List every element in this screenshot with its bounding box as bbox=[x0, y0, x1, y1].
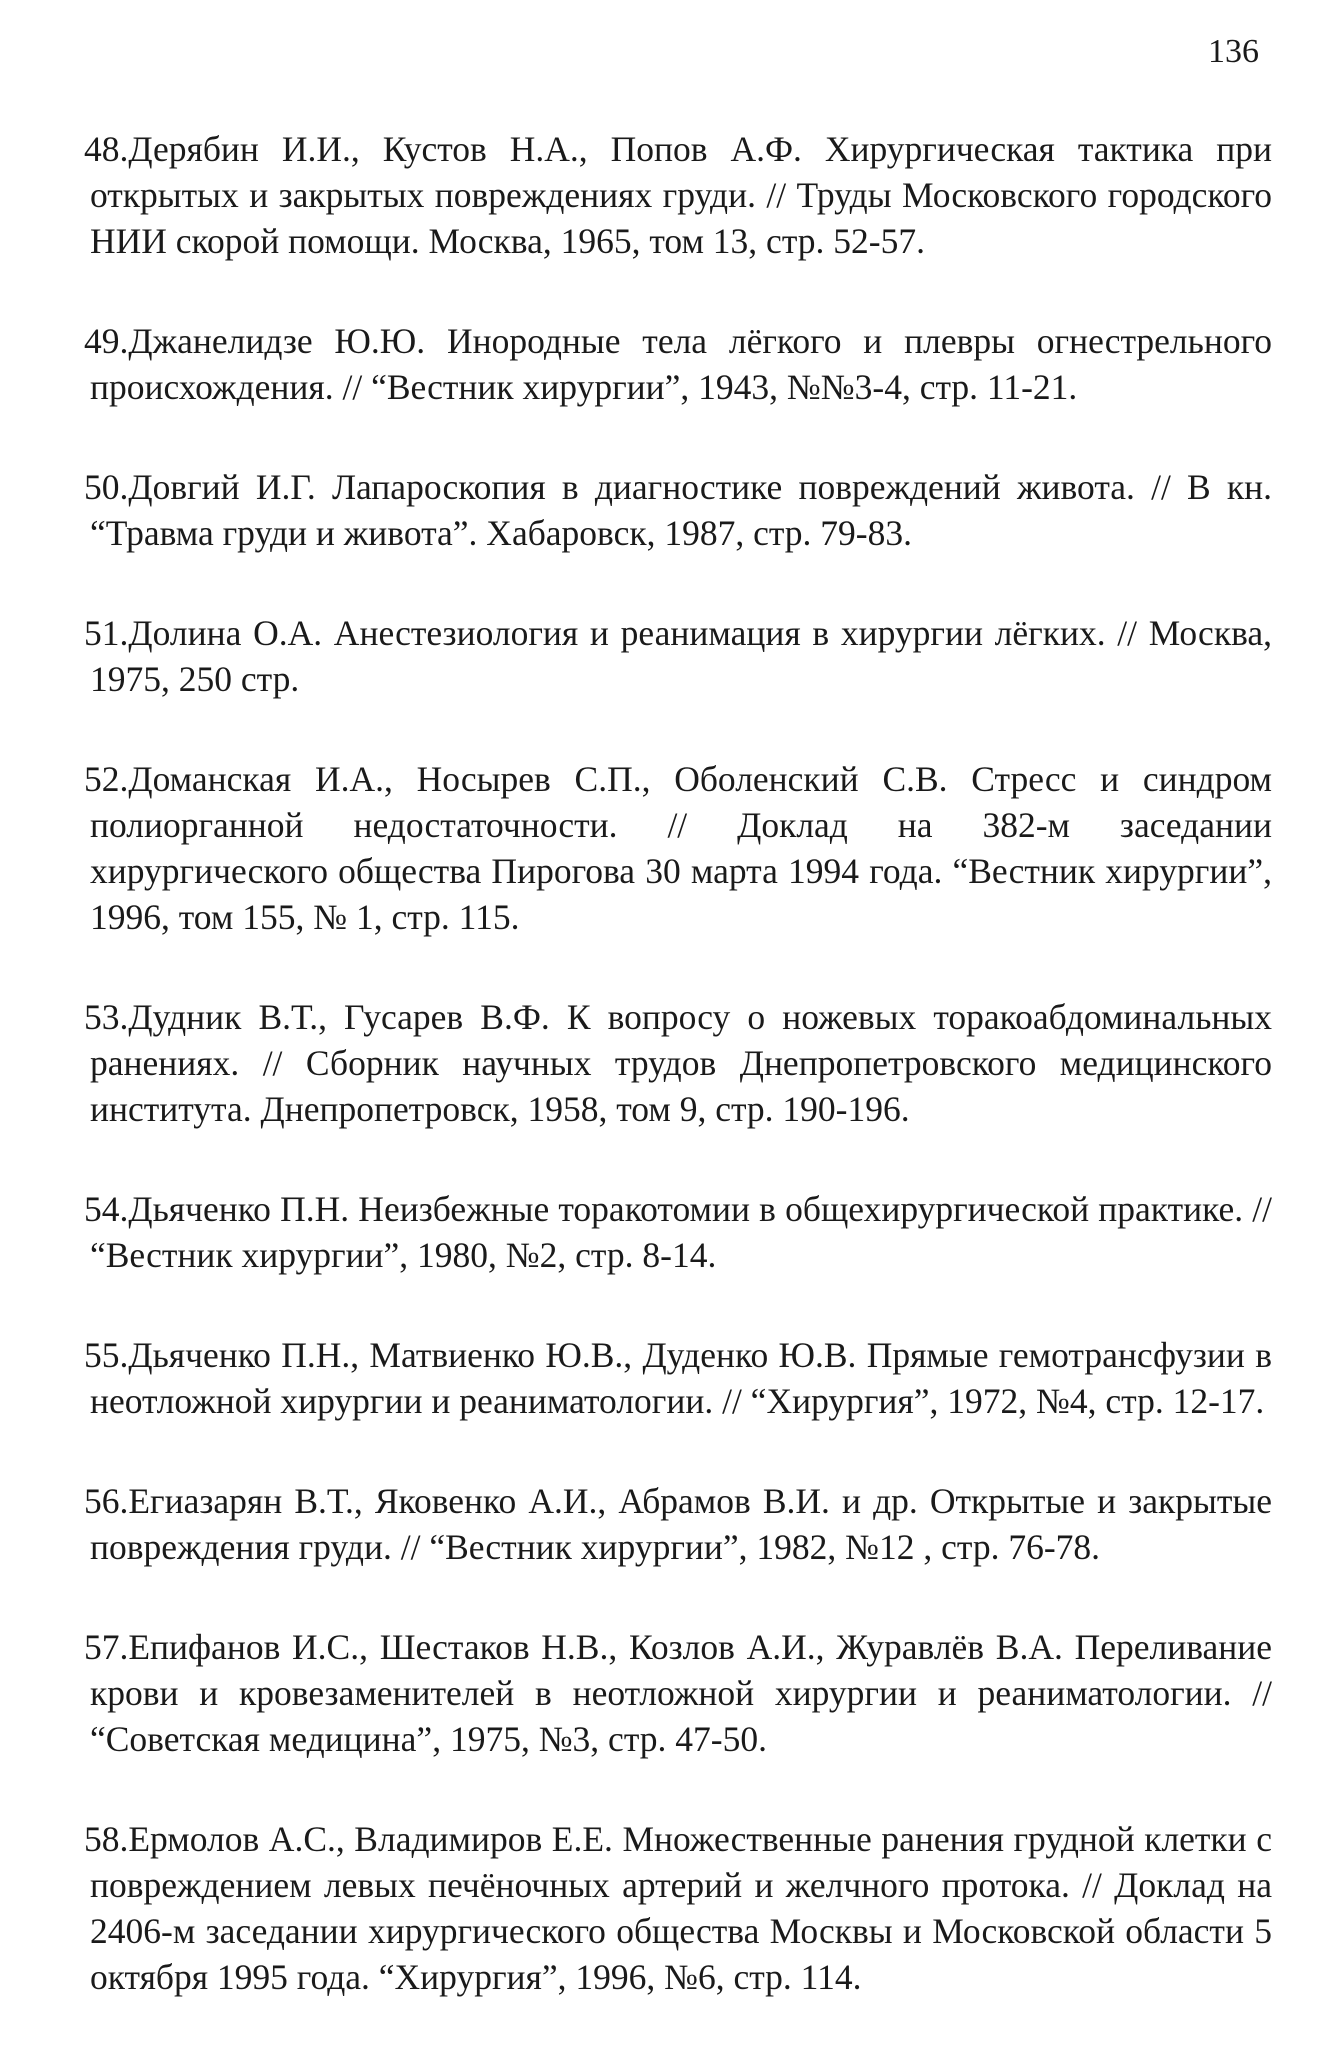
reference-item-58 bbox=[84, 1816, 1272, 2000]
reference-number: 56. bbox=[84, 1481, 129, 1521]
reference-number: 57. bbox=[84, 1627, 129, 1667]
reference-item-55 bbox=[84, 1332, 1272, 1424]
reference-number: 48. bbox=[84, 129, 129, 169]
reference-number: 54. bbox=[84, 1189, 129, 1229]
reference-number: 49. bbox=[84, 321, 129, 361]
reference-text: Дьяченко П.Н. Неизбежные торакотомии в общехирургической практике. // “Вестник хирургии”, 1980, №2, стр. 8-14. bbox=[90, 1189, 1272, 1275]
reference-number: 55. bbox=[84, 1335, 129, 1375]
page-number: 136 bbox=[1208, 33, 1259, 70]
reference-item-57 bbox=[84, 1624, 1272, 1762]
reference-item-49 bbox=[84, 318, 1272, 410]
reference-item-51 bbox=[84, 610, 1272, 702]
reference-text: Дерябин И.И., Кустов Н.А., Попов А.Ф. Хирургическая тактика при открытых и закрытых повреждениях груди. // Труды Московского городского НИИ скорой помощи. Москва, 1965, том 13, стр. 52-57. bbox=[90, 129, 1272, 261]
reference-number: 53. bbox=[84, 997, 129, 1037]
reference-item-56 bbox=[84, 1478, 1272, 1570]
reference-list bbox=[84, 126, 1272, 2054]
reference-text: Ермолов А.С., Владимиров Е.Е. Множественные ранения грудной клетки с повреждением левых печёночных артерий и желчного протока. // Доклад на 2406-м заседании хирургического общества Москвы и Московской области 5 октября 1995 года. “Хирургия”, 1996, №6, стр. 114. bbox=[90, 1819, 1272, 1997]
reference-number: 51. bbox=[84, 613, 129, 653]
reference-text: Доманская И.А., Носырев С.П., Оболенский С.В. Стресс и синдром полиорганной недостаточности. // Доклад на 382-м заседании хирургического общества Пирогова 30 марта 1994 года. “Вестник хирургии”, 1996, том 155, № 1, стр. 115. bbox=[90, 759, 1272, 937]
reference-item-54 bbox=[84, 1186, 1272, 1278]
reference-item-53 bbox=[84, 994, 1272, 1132]
reference-item-48 bbox=[84, 126, 1272, 264]
reference-item-50 bbox=[84, 464, 1272, 556]
reference-text: Епифанов И.С., Шестаков Н.В., Козлов А.И., Журавлёв В.А. Переливание крови и кровезаменителей в неотложной хирургии и реаниматологии. // “Советская медицина”, 1975, №3, стр. 47-50. bbox=[90, 1627, 1272, 1759]
reference-number: 58. bbox=[84, 1819, 129, 1859]
reference-number: 50. bbox=[84, 467, 129, 507]
reference-text: Дудник В.Т., Гусарев В.Ф. К вопросу о ножевых торакоабдоминальных ранениях. // Сборник научных трудов Днепропетровского медицинского института. Днепропетровск, 1958, том 9, стр. 190-196. bbox=[90, 997, 1272, 1129]
reference-text: Довгий И.Г. Лапароскопия в диагностике повреждений живота. // В кн. “Травма груди и живота”. Хабаровск, 1987, стр. 79-83. bbox=[90, 467, 1272, 553]
reference-number: 52. bbox=[84, 759, 129, 799]
reference-text: Егиазарян В.Т., Яковенко А.И., Абрамов В.И. и др. Открытые и закрытые повреждения груди. // “Вестник хирургии”, 1982, №12 , стр. 76-78. bbox=[90, 1481, 1272, 1567]
reference-item-52 bbox=[84, 756, 1272, 940]
reference-text: Долина О.А. Анестезиология и реанимация в хирургии лёгких. // Москва, 1975, 250 стр. bbox=[90, 613, 1272, 699]
reference-text: Дьяченко П.Н., Матвиенко Ю.В., Дуденко Ю.В. Прямые гемотрансфузии в неотложной хирургии и реаниматологии. // “Хирургия”, 1972, №4, стр. 12-17. bbox=[90, 1335, 1272, 1421]
reference-text: Джанелидзе Ю.Ю. Инородные тела лёгкого и плевры огнестрельного происхождения. // “Вестник хирургии”, 1943, №№3-4, стр. 11-21. bbox=[90, 321, 1272, 407]
